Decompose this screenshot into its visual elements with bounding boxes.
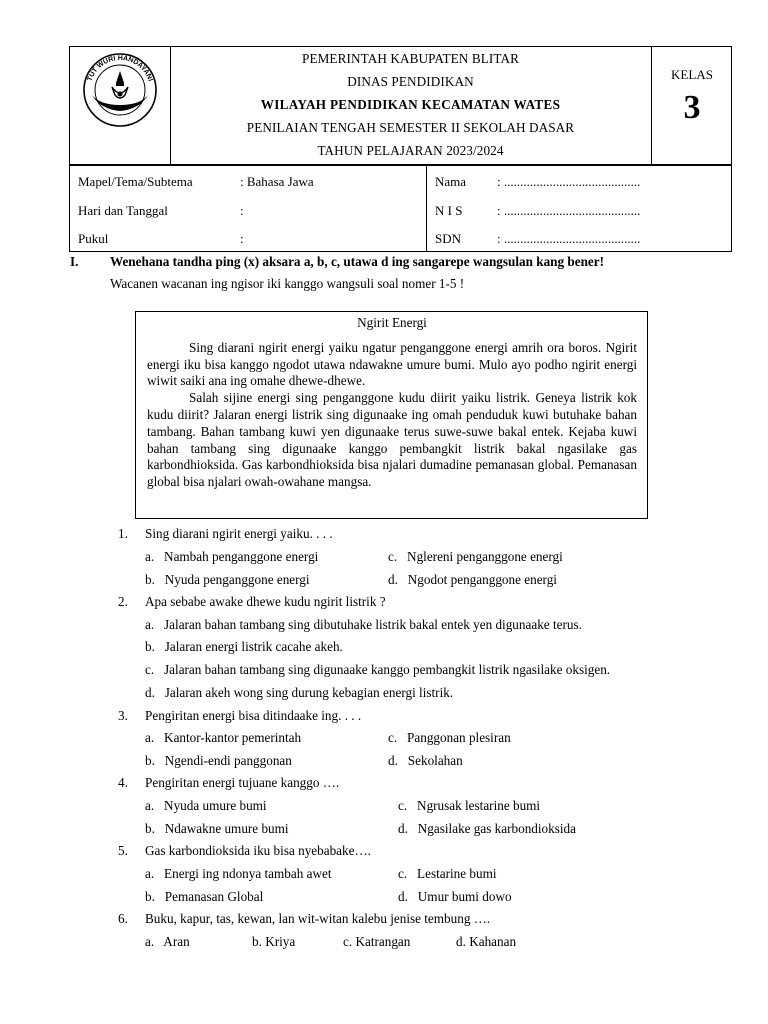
option-a[interactable]: a. Nyuda umure bumi — [145, 798, 267, 813]
option-a[interactable]: a. Kantor-kantor pemerintah — [145, 730, 302, 745]
option-a[interactable]: a. Aran — [145, 934, 190, 949]
passage-paragraph-1: Sing diarani ngirit energi yaiku ngatur penganggone energi amrih ora boros. Ngirit energi iku bisa kanggo ngodot utawa ndawakne umure bumi. Mulo ayo podho ngirit energi wiwit saiki ana ing omahe dhewe-dhewe. — [147, 339, 637, 389]
nis-label: N I S — [435, 203, 463, 218]
passage-title: Ngirit Energi — [357, 315, 427, 330]
sdn-field[interactable]: : .......................................... — [497, 231, 641, 246]
logo-cell — [70, 47, 171, 164]
header-line-1: PEMERINTAH KABUPATEN BLITAR — [302, 51, 519, 66]
option-c[interactable]: c. Jalaran bahan tambang sing digunaake kanggo pembangkit listrik ngasilake oksigen. — [145, 662, 611, 677]
pukul-label: Pukul — [78, 231, 109, 246]
hari-label: Hari dan Tanggal — [78, 203, 168, 218]
kelas-value: 3 — [683, 89, 701, 126]
section-instruction: Wenehana tandha ping (x) aksara a, b, c, utawa d ing sangarepe wangsulan kang bener! — [110, 254, 605, 269]
question-text: Sing diarani ngirit energi yaiku. . . . — [145, 526, 333, 541]
option-d[interactable]: d. Umur bumi dowo — [398, 889, 512, 904]
question-number: 4. — [118, 775, 128, 790]
option-c[interactable]: c. Ngrusak lestarine bumi — [398, 798, 541, 813]
question-number: 1. — [118, 526, 128, 541]
sdn-label: SDN — [435, 231, 462, 246]
header-line-4: PENILAIAN TENGAH SEMESTER II SEKOLAH DASAR — [246, 120, 575, 135]
option-b[interactable]: b. Ngendi-endi panggonan — [145, 753, 292, 768]
header-line-3: WILAYAH PENDIDIKAN KECAMATAN WATES — [260, 97, 561, 112]
option-d[interactable]: d. Jalaran akeh wong sing durung kebagian energi listrik. — [145, 685, 454, 700]
tut-wuri-handayani-logo — [70, 47, 170, 164]
option-b[interactable]: b. Kriya — [252, 934, 296, 949]
student-info-box — [69, 165, 732, 252]
option-b[interactable]: b. Nyuda penganggone energi — [145, 572, 310, 587]
pukul-field[interactable]: : — [240, 231, 244, 246]
question-text: Pengiritan energi tujuane kanggo …. — [145, 775, 340, 790]
header-line-5: TAHUN PELAJARAN 2023/2024 — [317, 143, 504, 158]
reading-note: Wacanen wacanan ing ngisor iki kanggo wangsuli soal nomer 1-5 ! — [110, 276, 465, 291]
passage-paragraph-2: Salah sijine energi sing penganggone kudu diirit yaiku listrik. Geneya listrik kok kudu diirit? Jalaran energi listrik sing digunaake ing omah penduduk kuwi butuhake bahan tambang. Bahan tambang kuwi yen digunaake terus suwe-suwe bakal entek. Kejaba kuwi bahan tambang sing digunaake kanggo pembangkit listrik bakal ngasilake gas karbondhioksida. Gas karbondhioksida bisa njalari dumadine pemanasan global. Pemanasan global bisa njalari owah-owahane mangsa. — [147, 390, 637, 490]
kelas-label: KELAS — [671, 67, 713, 82]
header-line-2: DINAS PENDIDIKAN — [347, 74, 474, 89]
question-text: Gas karbondioksida iku bisa nyebabake…. — [145, 843, 371, 858]
option-a[interactable]: a. Nambah penganggone energi — [145, 549, 319, 564]
option-d[interactable]: d. Ngodot penganggone energi — [388, 572, 557, 587]
option-b[interactable]: b. Pemanasan Global — [145, 889, 264, 904]
header-title — [170, 47, 651, 164]
question-number: 3. — [118, 708, 128, 723]
svg-text:TUT WURI HANDAYANI: TUT WURI HANDAYANI — [86, 54, 154, 83]
question-text: Buku, kapur, tas, kewan, lan wit-witan kalebu jenise tembung …. — [145, 911, 491, 926]
option-c[interactable]: c. Nglereni penganggone energi — [388, 549, 563, 564]
option-c[interactable]: c. Lestarine bumi — [398, 866, 497, 881]
mapel-label: Mapel/Tema/Subtema — [78, 174, 193, 189]
option-d[interactable]: d. Sekolahan — [388, 753, 463, 768]
question-number: 2. — [118, 594, 128, 609]
question-number: 5. — [118, 843, 128, 858]
question-text: Apa sebabe awake dhewe kudu ngirit listrik ? — [145, 594, 386, 609]
header-box — [69, 46, 732, 165]
option-c[interactable]: c. Panggonan plesiran — [388, 730, 511, 745]
reading-passage — [135, 311, 648, 519]
option-c[interactable]: c. Katrangan — [343, 934, 411, 949]
mapel-value: : Bahasa Jawa — [240, 174, 314, 189]
option-d[interactable]: d. Ngasilake gas karbondioksida — [398, 821, 576, 836]
option-a[interactable]: a. Jalaran bahan tambang sing dibutuhake listrik bakal entek yen digunaake terus. — [145, 617, 582, 632]
option-a[interactable]: a. Energi ing ndonya tambah awet — [145, 866, 332, 881]
section-number: I. — [70, 254, 79, 269]
kelas-cell — [651, 47, 732, 164]
question-text: Pengiritan energi bisa ditindaake ing. . . . — [145, 708, 362, 723]
option-d[interactable]: d. Kahanan — [456, 934, 517, 949]
hari-field[interactable]: : — [240, 203, 244, 218]
info-left — [70, 166, 427, 251]
nis-field[interactable]: : .......................................... — [497, 203, 641, 218]
nama-label: Nama — [435, 174, 467, 189]
option-b[interactable]: b. Jalaran energi listrik cacahe akeh. — [145, 639, 343, 654]
option-b[interactable]: b. Ndawakne umure bumi — [145, 821, 289, 836]
question-number: 6. — [118, 911, 128, 926]
nama-field[interactable]: : .......................................... — [497, 174, 641, 189]
